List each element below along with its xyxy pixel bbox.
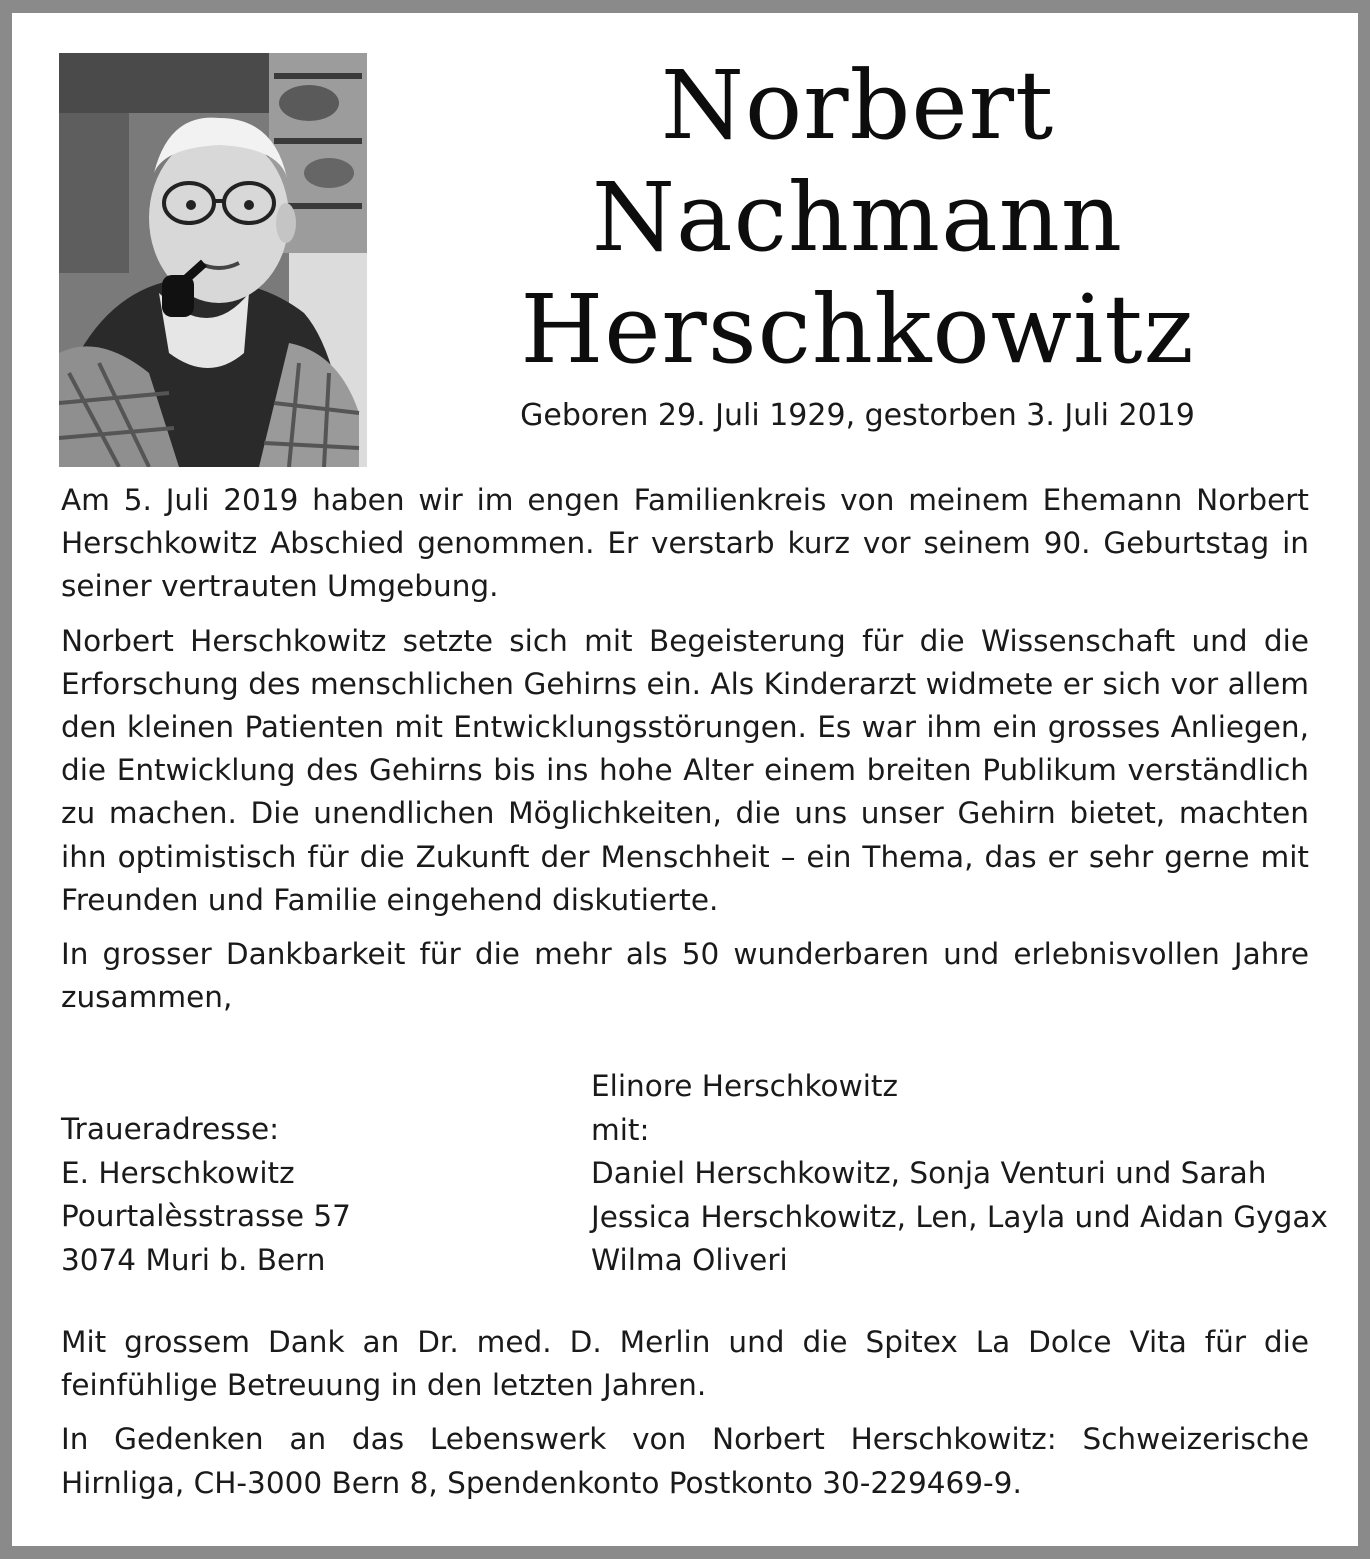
first-name: Norbert (660, 51, 1055, 161)
paragraph-gratitude: In grosser Dankbarkeit für die mehr als 50 wunderbaren und erlebnisvollen Jahre zusammen, (61, 937, 1309, 1015)
address-label: Traueradresse: (61, 1112, 280, 1146)
obituary-body (61, 479, 1309, 1030)
with-label: mit: (591, 1112, 650, 1147)
mourning-address (61, 1108, 351, 1282)
paragraph-biography: Norbert Herschkowitz setzte sich mit Begeisterung für die Wissenschaft und die Erforschung des menschlichen Gehirns ein. Als Kinderarzt widmete er sich vor allem den kleinen Patienten mit Entwicklungsstörungen. Es war ihm ein grosses Anliegen, die Entwicklung des Gehirns bis ins hohe Alter einem breiten Publikum verständlich zu machen. Die unendlichen Möglichkeiten, die uns unser Gehirn bietet, machten ihn optimistisch für die Zukunft der Menschheit – ein Thema, das er sehr gerne mit Freunden und Familie eingehend diskutierte. (61, 623, 1309, 917)
address-city: 3074 Muri b. Bern (61, 1242, 326, 1277)
family-member: Jessica Herschkowitz, Len, Layla und Aidan Gygax (591, 1199, 1328, 1234)
donation-paragraph: In Gedenken an das Lebenswerk von Norbert Herschkowitz: Schweizerische Hirnliga, CH-3000 Bern 8, Spendenkonto Postkonto 30-229469-9. (61, 1422, 1309, 1500)
portrait-photo-icon (59, 53, 367, 467)
thanks-paragraph: Mit grossem Dank an Dr. med. D. Merlin und die Spitex La Dolce Vita für die feinfühlige Betreuung in den letzten Jahren. (61, 1325, 1309, 1403)
paragraph-farewell: Am 5. Juli 2019 haben wir im engen Familienkreis von meinem Ehemann Norbert Herschkowitz Abschied genommen. Er verstarb kurz vor seinem 90. Geburtstag in seiner vertrauten Umgebung. (61, 483, 1309, 604)
portrait-photo (59, 53, 367, 467)
birth-death-dates: Geboren 29. Juli 1929, gestorben 3. Juli 2019 (520, 398, 1195, 433)
obituary-footer (61, 1321, 1309, 1516)
address-street: Pourtalèsstrasse 57 (61, 1199, 351, 1233)
family-list (591, 1065, 1328, 1283)
widow-name: Elinore Herschkowitz (591, 1069, 898, 1103)
address-name: E. Herschkowitz (61, 1155, 295, 1190)
last-name: Herschkowitz (520, 275, 1195, 385)
middle-name: Nachmann (591, 163, 1124, 273)
family-member: Daniel Herschkowitz, Sonja Venturi und Sarah (591, 1156, 1267, 1190)
family-member: Wilma Oliveri (591, 1243, 788, 1277)
deceased-name (450, 50, 1265, 386)
